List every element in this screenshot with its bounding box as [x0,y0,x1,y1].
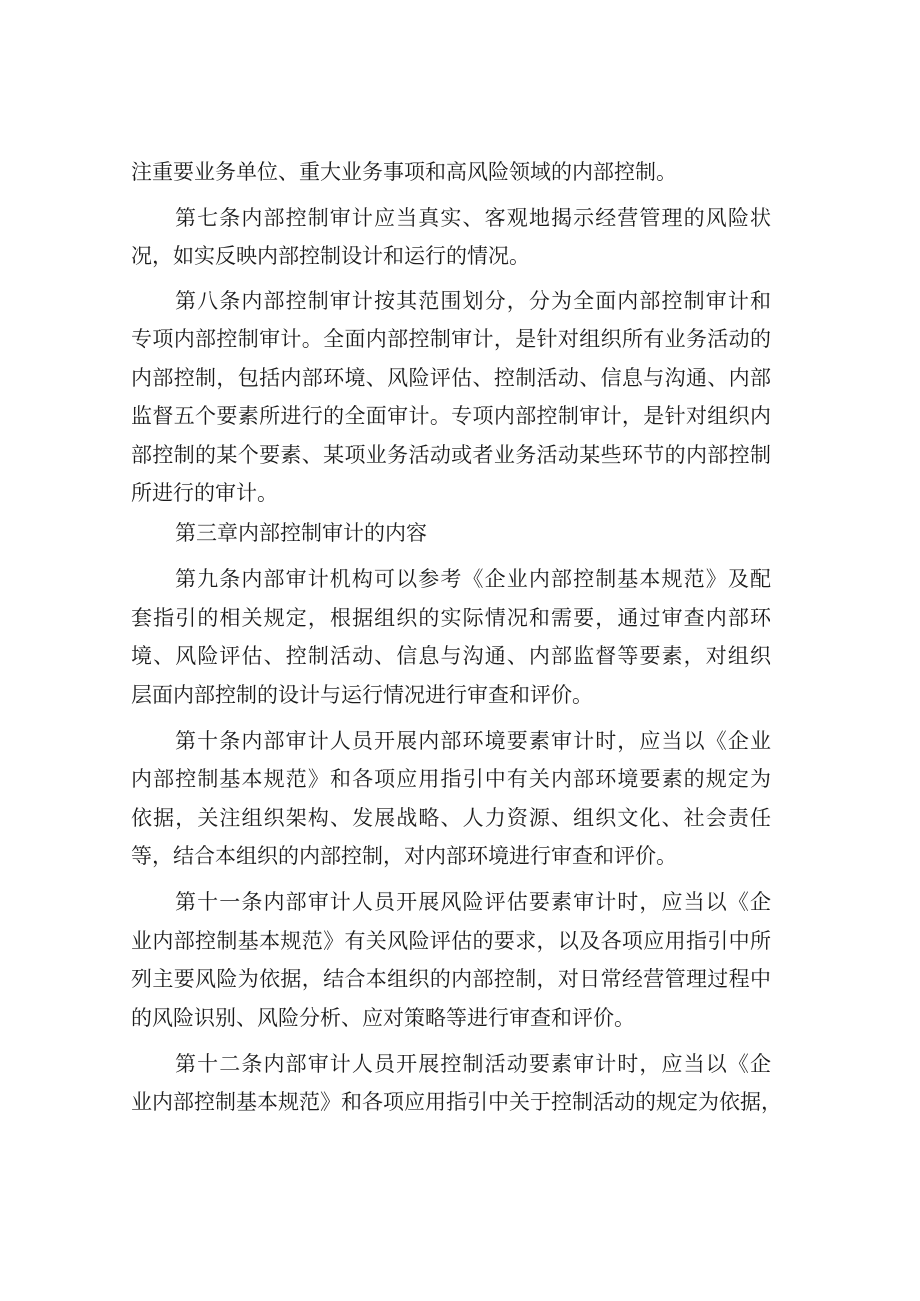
text-line: 境、风险评估、控制活动、信息与沟通、内部监督等要素，对组织 [131,644,771,668]
text-line: 注重要业务单位、重大业务事项和高风险领域的内部控制。 [131,160,677,184]
text-line: 等，结合本组织的内部控制，对内部环境进行审查和评价。 [131,844,677,868]
text-line: 层面内部控制的设计与运行情况进行审查和评价。 [131,683,593,707]
text-line: 套指引的相关规定，根据组织的实际情况和需要，通过审查内部环 [131,606,771,630]
text-line: 业内部控制基本规范》有关风险评估的要求，以及各项应用指引中所 [131,929,771,953]
text-line: 依据，关注组织架构、发展战略、人力资源、组织文化、社会责任 [131,806,771,830]
text-line: 第十条内部审计人员开展内部环境要素审计时，应当以《企业 [175,729,771,753]
text-line: 第七条内部控制审计应当真实、客观地揭示经营管理的风险状 [175,206,771,230]
text-line: 所进行的审计。 [131,481,278,505]
section-heading: 第三章内部控制审计的内容 [175,521,427,545]
text-line: 的风险识别、风险分析、应对策略等进行审查和评价。 [131,1006,635,1030]
text-line: 业内部控制基本规范》和各项应用指引中关于控制活动的规定为依据， [131,1090,782,1114]
text-line: 第十二条内部审计人员开展控制活动要素审计时，应当以《企 [175,1052,771,1076]
text-line: 内部控制，包括内部环境、风险评估、控制活动、信息与沟通、内部 [131,366,771,390]
text-line: 监督五个要素所进行的全面审计。专项内部控制审计，是针对组织内 [131,404,771,428]
text-line: 第八条内部控制审计按其范围划分，分为全面内部控制审计和 [175,289,771,313]
text-line: 部控制的某个要素、某项业务活动或者业务活动某些环节的内部控制 [131,443,771,467]
text-line: 第十一条内部审计人员开展风险评估要素审计时，应当以《企 [175,890,771,914]
text-line: 况，如实反映内部控制设计和运行的情况。 [131,244,530,268]
text-line: 专项内部控制审计。全面内部控制审计，是针对组织所有业务活动的 [131,327,771,351]
text-line: 第九条内部审计机构可以参考《企业内部控制基本规范》及配 [175,567,771,591]
text-line: 列主要风险为依据，结合本组织的内部控制，对日常经营管理过程中 [131,967,771,991]
text-line: 内部控制基本规范》和各项应用指引中有关内部环境要素的规定为 [131,767,771,791]
